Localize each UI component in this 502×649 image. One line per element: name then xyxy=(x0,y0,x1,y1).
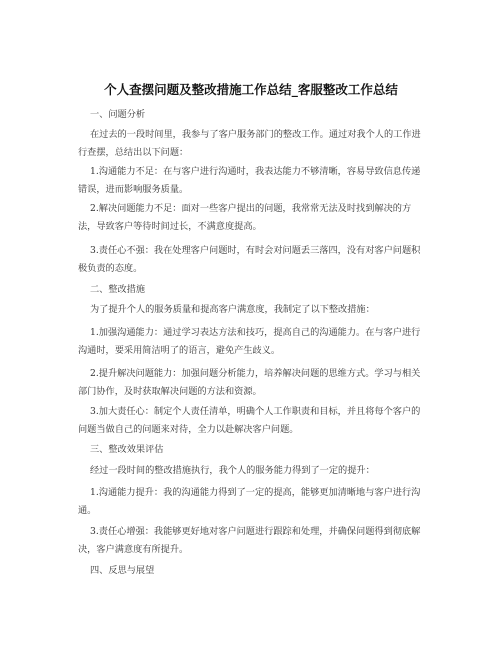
paragraph-measures-intro: 为了提升个人的服务质量和提高客户满意度，我制定了以下整改措施： xyxy=(90,304,375,315)
section-heading-reflection: 四、反思与展望 xyxy=(90,565,155,576)
paragraph-measure-2: 2.提升解决问题能力：加强问题分析能力，培养解决问题的思维方式。学习与相关部门协作，及时获取解决问题的方法和资源。 xyxy=(78,368,421,397)
section-heading-measures: 二、整改措施 xyxy=(90,284,146,295)
section-heading-analysis: 一、问题分析 xyxy=(90,109,146,120)
paragraph-problem-1: 1.沟通能力不足：在与客户进行沟通时，我表达能力不够清晰，容易导致信息传递错误，进而影响服务质量。 xyxy=(78,166,421,195)
paragraph-result-1: 1.沟通能力提升：我的沟通能力得到了一定的提高，能够更加清晰地与客户进行沟通。 xyxy=(78,487,421,516)
paragraph-problem-3: 3.责任心不强：我在处理客户问题时，有时会对问题丢三落四，没有对客户问题积极负责的态度。 xyxy=(78,245,421,274)
section-heading-evaluation: 三、整改效果评估 xyxy=(90,444,164,455)
paragraph-problem-2: 2.解决问题能力不足：面对一些客户提出的问题，我常常无法及时找到解决的方法，导致客户等待时间过长，不满意度提高。 xyxy=(78,203,412,232)
paragraph-intro: 在过去的一段时间里，我参与了客户服务部门的整改工作。通过对我个人的工作进行查摆，总结出以下问题： xyxy=(78,129,421,158)
document-title: 个人查摆问题及整改措施工作总结_客服整改工作总结 xyxy=(104,82,398,97)
paragraph-result-3: 3.责任心增强：我能够更好地对客户问题进行跟踪和处理，并确保问题得到彻底解决，客户满意度有所提升。 xyxy=(78,526,421,555)
paragraph-measure-3: 3.加大责任心：制定个人责任清单，明确个人工作职责和目标，并且将每个客户的问题当做自己的问题来对待，全力以赴解决客户问题。 xyxy=(78,406,421,435)
paragraph-evaluation-intro: 经过一段时间的整改措施执行，我个人的服务能力得到了一定的提升： xyxy=(90,465,375,476)
paragraph-measure-1: 1.加强沟通能力：通过学习表达方法和技巧，提高自己的沟通能力。在与客户进行沟通时，要采用简洁明了的语言，避免产生歧义。 xyxy=(78,327,421,356)
